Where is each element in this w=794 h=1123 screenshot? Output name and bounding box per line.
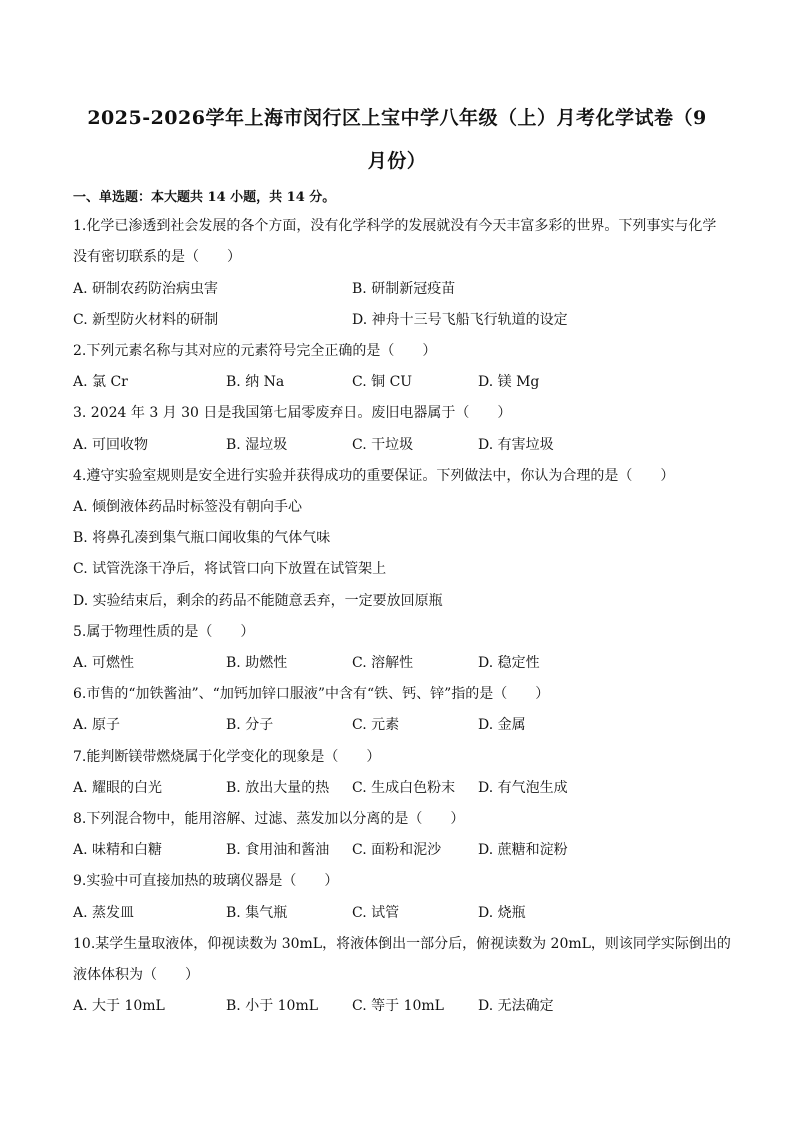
question-9-option-d: D. 烧瓶 [478,905,526,921]
question-9-option-b: B. 集气瓶 [226,905,288,921]
question-6-option-b: B. 分子 [226,717,274,733]
question-3-option-b: B. 湿垃圾 [226,437,288,453]
question-10-stem-line-2: 液体体积为（ ） [73,967,199,983]
question-3-option-d: D. 有害垃圾 [478,437,554,453]
question-10-option-d: D. 无法确定 [478,998,554,1014]
question-9-stem: 9.实验中可直接加热的玻璃仪器是（ ） [73,873,339,889]
question-7-option-a: A. 耀眼的白光 [73,780,163,796]
question-10-option-a: A. 大于 10mL [73,998,165,1014]
question-8-option-d: D. 蔗糖和淀粉 [478,842,568,858]
question-5-option-d: D. 稳定性 [478,655,540,671]
question-1-option-a: A. 研制农药防治病虫害 [73,281,219,297]
question-1-option-d: D. 神舟十三号飞船飞行轨道的设定 [352,312,568,328]
question-5-stem: 5.属于物理性质的是（ ） [73,624,255,640]
question-10-option-c: C. 等于 10mL [352,998,444,1014]
question-2-option-b: B. 纳 Na [226,374,285,390]
question-6-option-c: C. 元素 [352,717,400,733]
question-2-stem: 2.下列元素名称与其对应的元素符号完全正确的是（ ） [73,343,437,359]
question-10-option-b: B. 小于 10mL [226,998,319,1014]
question-7-stem: 7.能判断镁带燃烧属于化学变化的现象是（ ） [73,749,381,765]
question-7-option-c: C. 生成白色粉末 [352,780,456,796]
question-1-stem-line-2: 没有密切联系的是（ ） [73,249,241,265]
question-5-option-b: B. 助燃性 [226,655,288,671]
question-4-option-b: B. 将鼻孔凑到集气瓶口闻收集的气体气味 [73,530,331,546]
question-8-option-a: A. 味精和白糖 [73,842,163,858]
question-6-option-d: D. 金属 [478,717,526,733]
question-8-option-b: B. 食用油和酱油 [226,842,330,858]
question-9-option-c: C. 试管 [352,905,400,921]
question-2-option-d: D. 镁 Mg [478,374,540,390]
question-2-option-a: A. 氯 Cr [73,374,128,390]
question-4-option-a: A. 倾倒液体药品时标签没有朝向手心 [73,499,303,515]
question-5-option-a: A. 可燃性 [73,655,135,671]
question-4-stem: 4.遵守实验室规则是安全进行实验并获得成功的重要保证。下列做法中，你认为合理的是（ ） [73,468,675,484]
question-6-stem: 6.市售的“加铁酱油”、“加钙加锌口服液”中含有“铁、钙、锌”指的是（ ） [73,686,550,702]
question-1-option-c: C. 新型防火材料的研制 [73,312,219,328]
question-7-option-b: B. 放出大量的热 [226,780,330,796]
question-5-option-c: C. 溶解性 [352,655,414,671]
question-8-option-c: C. 面粉和泥沙 [352,842,442,858]
question-4-option-d: D. 实验结束后，剩余的药品不能随意丢弃，一定要放回原瓶 [73,593,443,609]
question-10-stem-line-1: 10.某学生量取液体，仰视读数为 30mL，将液体倒出一部分后，俯视读数为 20mL，则该同学实际倒出的 [73,936,731,952]
question-1-option-b: B. 研制新冠疫苗 [352,281,456,297]
section-heading: 一、单选题：本大题共 14 小题，共 14 分。 [73,190,336,205]
exam-title-line-2: 月份） [367,150,427,172]
question-1-stem-line-1: 1.化学已渗透到社会发展的各个方面，没有化学科学的发展就没有今天丰富多彩的世界。下列事实与化学 [73,218,717,234]
exam-title-line-1: 2025-2026学年上海市闵行区上宝中学八年级（上）月考化学试卷（9 [87,107,707,129]
question-8-stem: 8.下列混合物中，能用溶解、过滤、蒸发加以分离的是（ ） [73,811,465,827]
question-3-option-c: C. 干垃圾 [352,437,414,453]
question-7-option-d: D. 有气泡生成 [478,780,568,796]
question-2-option-c: C. 铜 CU [352,374,413,390]
question-6-option-a: A. 原子 [73,717,121,733]
question-3-option-a: A. 可回收物 [73,437,149,453]
question-4-option-c: C. 试管洗涤干净后，将试管口向下放置在试管架上 [73,561,387,577]
question-9-option-a: A. 蒸发皿 [73,905,135,921]
question-3-stem: 3. 2024 年 3 月 30 日是我国第七届零废弃日。废旧电器属于（ ） [73,405,512,421]
